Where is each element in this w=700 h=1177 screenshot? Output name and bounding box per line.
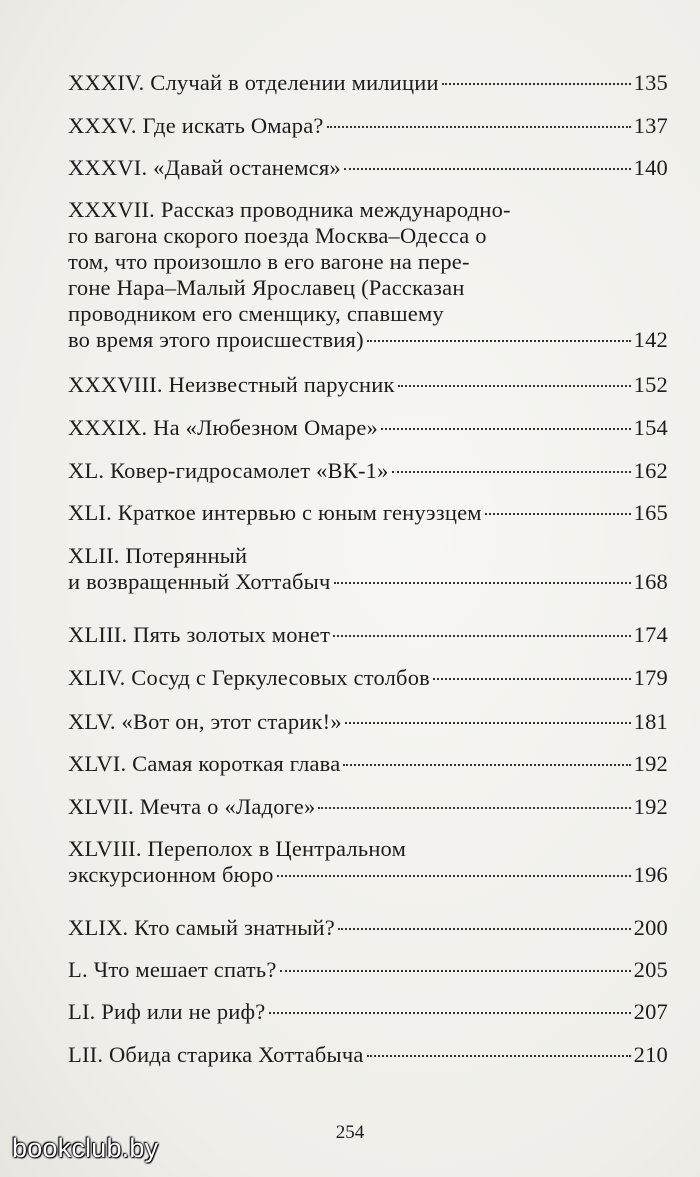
dot-leader xyxy=(343,764,630,766)
toc-entry-last-line xyxy=(68,569,668,595)
toc-entry-title-line: XLVII. Мечта о «Ладоге» xyxy=(68,794,316,819)
toc-entry-page-number: 135 xyxy=(633,70,668,95)
watermark-logo: bookclub.by xyxy=(12,1133,159,1163)
toc-entry-last-line xyxy=(68,751,668,777)
toc-entry-title-line: LI. Риф или не риф? xyxy=(68,999,266,1024)
toc-entry-page-number: 140 xyxy=(633,155,668,180)
toc-entry-title-line: го вагона скорого поезда Москва–Одесса о xyxy=(68,223,487,248)
toc-entry xyxy=(68,999,668,1025)
toc-entry xyxy=(68,70,668,96)
toc-entry-page-number: 174 xyxy=(633,622,668,647)
toc-entry-title-line: проводником его сменщику, спавшему xyxy=(68,301,444,326)
toc-entry-last-line xyxy=(68,794,668,820)
toc-entry-title-line: XXXIV. Случай в отделении милиции xyxy=(68,70,439,95)
toc-entry-title-line: XXXIX. На «Любезном Омаре» xyxy=(68,415,378,440)
toc-entry-title-line: XLIV. Сосуд с Геркулесовых столбов xyxy=(68,665,430,690)
toc-entry-title-line: том, что произошло в его вагоне на пере- xyxy=(68,249,470,274)
dot-leader xyxy=(442,83,631,85)
toc-entry-last-line xyxy=(68,999,668,1025)
toc-entry-title-line: XXXVIII. Неизвестный парусник xyxy=(68,372,395,397)
toc-entry xyxy=(68,197,668,353)
toc-entry-title-line: XLVI. Самая короткая глава xyxy=(68,751,341,776)
toc-entry-title-line: XXXVII. Рассказ проводника международно- xyxy=(68,197,511,222)
toc-entry-title-line: XLIII. Пять золотых монет xyxy=(68,622,331,647)
toc-entry-page-number: 196 xyxy=(633,862,668,887)
toc-entry-title-line: гоне Нара–Малый Ярославец (Рассказан xyxy=(68,275,465,300)
toc-entry xyxy=(68,957,668,983)
toc-entry-page-number: 154 xyxy=(633,415,668,440)
toc-entry-title-line: XXXVI. «Давай останемся» xyxy=(68,155,341,180)
dot-leader xyxy=(334,582,631,584)
toc-entry-title-line: XLIX. Кто самый знатный? xyxy=(68,915,335,940)
toc-entry-last-line xyxy=(68,113,668,139)
toc-entry xyxy=(68,709,668,735)
toc-entry xyxy=(68,915,668,941)
toc-entry-last-line xyxy=(68,372,668,398)
dot-leader xyxy=(338,928,631,930)
dot-leader xyxy=(345,722,631,724)
dot-leader xyxy=(392,471,631,473)
dot-leader xyxy=(367,340,631,342)
toc-entry-page-number: 181 xyxy=(633,709,668,734)
toc-entry-last-line xyxy=(68,500,668,526)
toc-entry-page-number: 192 xyxy=(633,794,668,819)
dot-leader xyxy=(280,970,631,972)
toc-entry-title-line: XLVIII. Переполох в Центральном xyxy=(68,836,407,861)
toc-entry xyxy=(68,500,668,526)
dot-leader xyxy=(398,385,631,387)
dot-leader xyxy=(318,807,630,809)
toc-entry-last-line xyxy=(68,1042,668,1068)
toc-entry xyxy=(68,751,668,777)
dot-leader xyxy=(344,168,631,170)
toc-entry-last-line xyxy=(68,957,668,983)
toc-entry-title-line: во время этого происшествия) xyxy=(68,327,364,352)
toc-entry-title-line: L. Что мешает спать? xyxy=(68,957,277,982)
toc-entry-page-number: 200 xyxy=(633,915,668,940)
toc-entry-last-line xyxy=(68,458,668,484)
toc-entry xyxy=(68,372,668,398)
toc-entry-title-line: XL. Ковер-гидросамолет «ВК-1» xyxy=(68,458,389,483)
toc-entry-title-line: и возвращенный Хоттабыч xyxy=(68,569,331,594)
toc-entry-last-line xyxy=(68,665,668,691)
toc-entry xyxy=(68,836,668,888)
toc-entry-page-number: 207 xyxy=(633,999,668,1024)
dot-leader xyxy=(269,1012,631,1014)
toc-entry-title-line: экскурсионном бюро xyxy=(68,862,274,887)
page-number: 254 xyxy=(335,1122,365,1143)
dot-leader xyxy=(485,513,631,515)
toc-entry-title-line: XLV. «Вот он, этот старик!» xyxy=(68,709,342,734)
toc-entry-page-number: 152 xyxy=(633,372,668,397)
dot-leader xyxy=(381,428,631,430)
dot-leader xyxy=(433,678,631,680)
toc-entry xyxy=(68,1042,668,1068)
toc-entry-last-line xyxy=(68,915,668,941)
toc-entry-page-number: 168 xyxy=(633,569,668,594)
toc-entry-page-number: 137 xyxy=(633,113,668,138)
toc-entry-page-number: 210 xyxy=(633,1042,668,1067)
toc-entry xyxy=(68,543,668,595)
toc-entry xyxy=(68,458,668,484)
toc-entry-last-line xyxy=(68,327,668,353)
dot-leader xyxy=(277,875,631,877)
toc-entry-last-line xyxy=(68,415,668,441)
toc-entry-title-line: XXXV. Где искать Омара? xyxy=(68,113,324,138)
toc-entry xyxy=(68,622,668,648)
toc-entry-last-line xyxy=(68,155,668,181)
toc-entry-title-line: XLI. Краткое интервью с юным генуэзцем xyxy=(68,500,482,525)
toc-entry-last-line xyxy=(68,622,668,648)
toc-entry-page-number: 162 xyxy=(633,458,668,483)
toc-entry-title-line: LII. Обида старика Хоттабыча xyxy=(68,1042,364,1067)
toc-entry xyxy=(68,415,668,441)
toc-entry xyxy=(68,665,668,691)
toc-entry-title-line: XLII. Потерянный xyxy=(68,543,248,568)
dot-leader xyxy=(367,1055,631,1057)
toc-entry-last-line xyxy=(68,862,668,888)
toc-entry-page-number: 179 xyxy=(633,665,668,690)
toc-entry-page-number: 205 xyxy=(633,957,668,982)
toc-entry xyxy=(68,794,668,820)
toc-entry-last-line xyxy=(68,70,668,96)
toc-entry-page-number: 142 xyxy=(633,327,668,352)
dot-leader xyxy=(333,635,631,637)
dot-leader xyxy=(327,126,631,128)
toc-entry-last-line xyxy=(68,709,668,735)
toc-entry xyxy=(68,155,668,181)
toc-entry-page-number: 165 xyxy=(633,500,668,525)
toc-entry xyxy=(68,113,668,139)
toc-entry-page-number: 192 xyxy=(633,751,668,776)
